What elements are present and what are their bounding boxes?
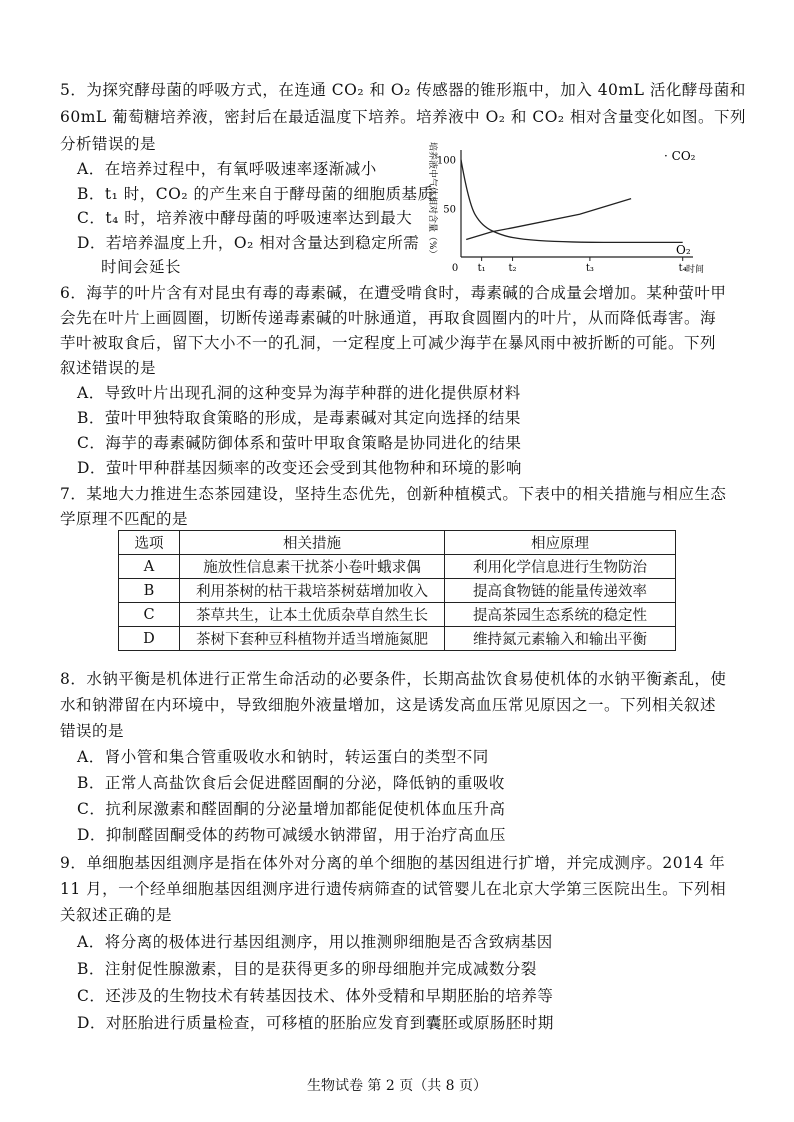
table-cell: 维持氮元素输入和输出平衡 [445,627,676,651]
q5-option-b: B．t₁ 时，CO₂ 的产生来自于酵母菌的细胞质基质 [77,185,434,203]
table-cell: A [119,555,180,579]
q6-stem-line-1: 6．海芋的叶片含有对昆虫有毒的毒素碱，在遭受啃食时，毒素碱的合成量会增加。某种萤叶甲 [60,284,727,302]
table-row [119,555,676,579]
q6-stem-line-3: 芋叶被取食后，留下大小不一的孔洞，一定程度上可减少海芋在暴风雨中被折断的可能。下列 [60,334,717,352]
q5-stem-line-2: 60mL 葡萄糖培养液，密封后在最适温度下培养。培养液中 O₂ 和 CO₂ 相对含量变化如图。下列 [60,108,747,126]
table-cell: 茶草共生，让本土优质杂草自然生长 [180,603,445,627]
q9-option-d: D．对胚胎进行质量检查，可移植的胚胎应发育到囊胚或原肠胚时期 [77,1014,554,1032]
y-tick-label: 50 [443,204,456,216]
page-footer: 生物试卷 第 2 页（共 8 页） [306,1078,488,1094]
table-cell: B [119,579,180,603]
q9-stem-line-3: 关叙述正确的是 [60,906,173,924]
q6-option-d: D．萤叶甲种群基因频率的改变还会受到其他物种和环境的影响 [77,459,522,477]
x-tick-label: t₃ [585,263,594,274]
q7-stem-line-2: 学原理不匹配的是 [60,510,189,528]
q5-chart [418,142,718,277]
q5-stem-line-1: 5．为探究酵母菌的呼吸方式，在连通 CO₂ 和 O₂ 传感器的锥形瓶中，加入 40mL 活化酵母菌和 [60,81,746,99]
q8-option-a: A．肾小管和集合管重吸收水和钠时，转运蛋白的类型不同 [77,748,489,766]
table-cell: D [119,627,180,651]
q6-option-a: A．导致叶片出现孔洞的这种变异为海芋种群的进化提供原材料 [77,384,521,402]
q8-stem-line-3: 错误的是 [60,722,125,740]
q6-option-c: C．海芋的毒素碱防御体系和萤叶甲取食策略是协同进化的结果 [77,434,522,452]
chart-ylabel: 培养液中气体相对含量（%） [427,142,437,259]
q5-option-c: C．t₄ 时，培养液中酵母菌的呼吸速率达到最大 [77,209,413,227]
q5-stem-line-3: 分析错误的是 [60,135,157,153]
q6-option-b: B．萤叶甲独特取食策略的形成，是毒素碱对其定向选择的结果 [77,409,521,427]
table-row [119,603,676,627]
q8-option-b: B．正常人高盐饮食后会促进醛固酮的分泌，降低钠的重吸收 [77,774,505,792]
x-tick-label: 0 [451,263,459,274]
q9-option-c: C．还涉及的生物技术有转基因技术、体外受精和早期胚胎的培养等 [77,987,554,1005]
series-co2-line [466,199,631,240]
x-tick-label: t₂ [508,263,517,274]
chart-xlabel: 时间 [686,265,705,275]
table-cell: 提高食物链的能量传递效率 [445,579,676,603]
q7-stem-line-1: 7．某地大力推进生态茶园建设，坚持生态优先，创新种植模式。下表中的相关措施与相应生态 [60,485,727,503]
q9-option-a: A．将分离的极体进行基因组测序，用以推测卵细胞是否含致病基因 [77,933,553,951]
q8-option-d: D．抑制醛固酮受体的药物可减缓水钠滞留，用于治疗高血压 [77,826,506,844]
table-header-row [119,531,676,555]
table-cell: C [119,603,180,627]
x-tick-label: t₁ [477,263,486,274]
table-header-cell: 相关措施 [180,531,445,555]
table-cell: 施放性信息素干扰茶小卷叶蛾求偶 [180,555,445,579]
table-row [119,579,676,603]
q9-stem-line-1: 9．单细胞基因组测序是指在体外对分离的单个细胞的基因组进行扩增，并完成测序。2014 年 [60,854,726,872]
table-cell: 茶树下套种豆科植物并适当增施氮肥 [180,627,445,651]
table-header-cell: 相应原理 [445,531,676,555]
q7-table [118,530,676,651]
q9-stem-line-2: 11 月，一个经单细胞基因组测序进行遗传病筛查的试管婴儿在北京大学第三医院出生。下列相 [60,880,727,898]
q8-stem-line-2: 水和钠滞留在内环境中，导致细胞外液量增加，这是诱发高血压常见原因之一。下列相关叙述 [60,696,717,714]
table-header-cell: 选项 [119,531,180,555]
q8-option-c: C．抗利尿激素和醛固酮的分泌量增加都能促使机体血压升高 [77,800,506,818]
q6-stem-line-2: 会先在叶片上画圆圈，切断传递毒素碱的叶脉通道，再取食圆圈内的叶片，从而降低毒害。海 [60,309,717,327]
table-cell: 利用化学信息进行生物防治 [445,555,676,579]
table-row [119,627,676,651]
series-o2-line [461,160,683,243]
legend-o2: O₂ [676,243,691,257]
q5-option-d-cont: 时间会延长 [101,258,182,276]
q9-option-b: B．注射促性腺激素，目的是获得更多的卵母细胞并完成减数分裂 [77,960,537,978]
table-cell: 利用茶树的枯干栽培茶树菇增加收入 [180,579,445,603]
q5-option-d: D．若培养温度上升，O₂ 相对含量达到稳定所需 [77,234,420,252]
q6-stem-line-4: 叙述错误的是 [60,359,157,377]
table-cell: 提高茶园生态系统的稳定性 [445,603,676,627]
q8-stem-line-1: 8．水钠平衡是机体进行正常生命活动的必要条件，长期高盐饮食易使机体的水钠平衡紊乱，使 [60,670,727,688]
q5-option-a: A．在培养过程中，有氧呼吸速率逐渐减小 [77,160,377,178]
y-tick-label: 100 [436,155,456,167]
legend-co2: · CO₂ [664,149,696,163]
x-tick-label: t₄ [678,263,687,274]
